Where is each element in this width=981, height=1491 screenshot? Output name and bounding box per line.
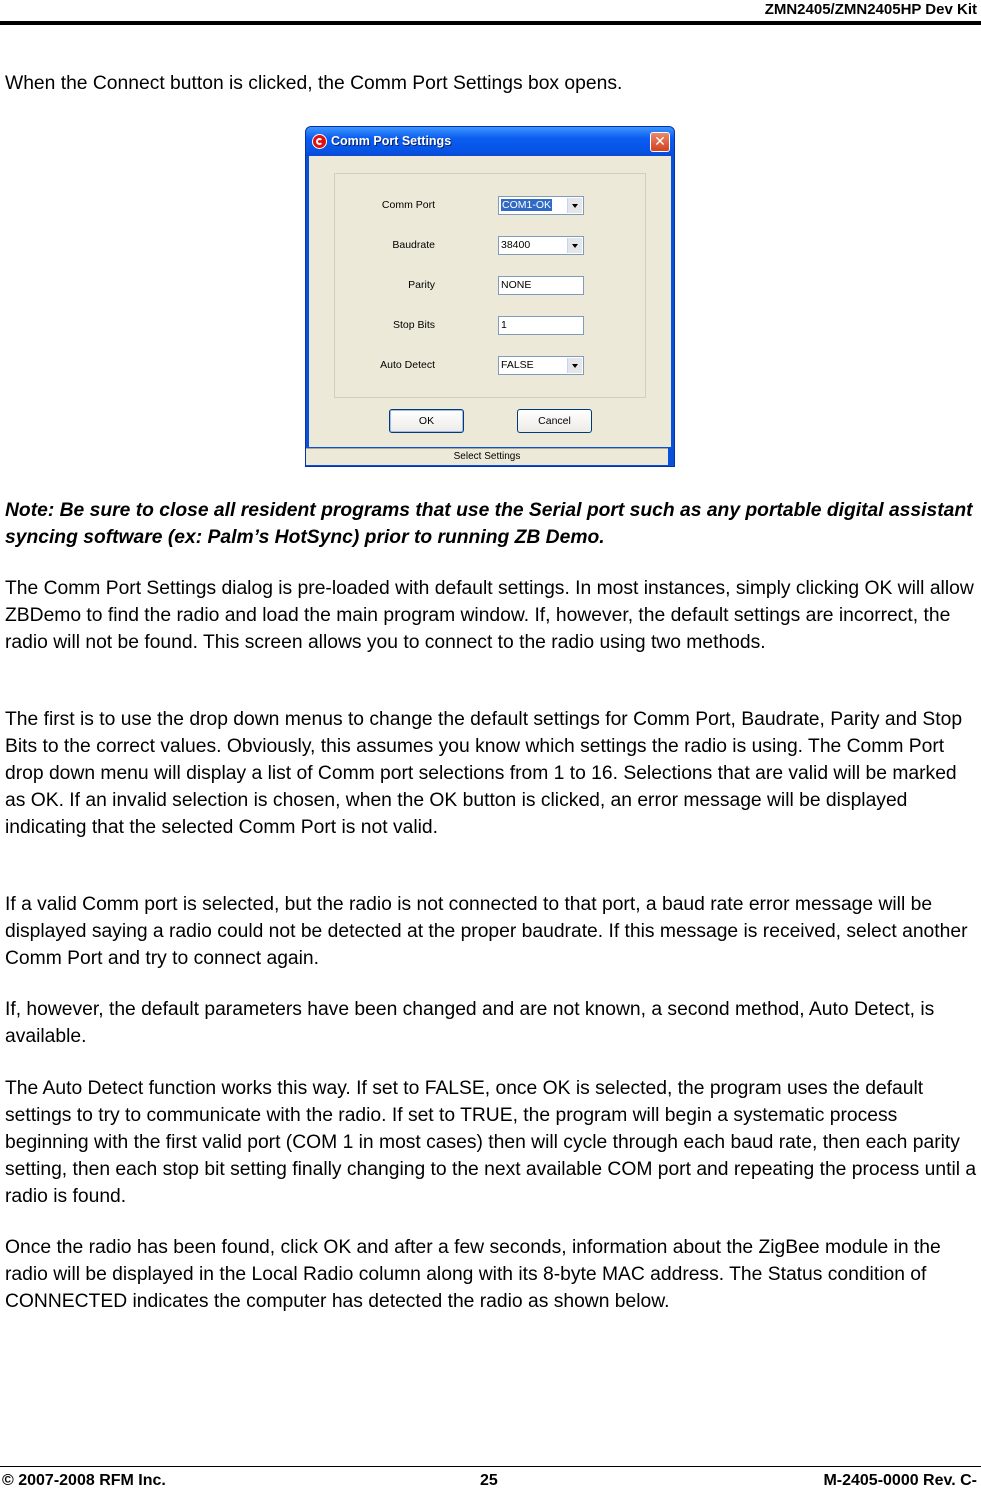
comm-port-label: Comm Port	[381, 199, 435, 211]
ok-button[interactable]: OK	[389, 409, 464, 433]
parity-field[interactable]: NONE	[498, 276, 584, 295]
cancel-button[interactable]: Cancel	[517, 409, 592, 433]
auto-detect-dropdown[interactable]	[498, 356, 584, 375]
body-paragraph: The Comm Port Settings dialog is pre-loaded with default settings. In most instances, simply clicking OK will allow ZBDemo to find the radio and load the main program window. If, however, the default settings are incorrect, the radio will not be found. This screen allows you to connect to the radio using two methods.	[5, 578, 974, 653]
app-icon	[312, 134, 327, 149]
intro-paragraph: When the Connect button is clicked, the Comm Port Settings box opens.	[5, 73, 623, 94]
stop-bits-field[interactable]: 1	[498, 316, 584, 335]
chevron-down-icon[interactable]	[567, 198, 582, 213]
footer-page-number: 25	[480, 1472, 498, 1489]
baudrate-value: 38400	[501, 239, 531, 251]
body-paragraph: The first is to use the drop down menus to change the default settings for Comm Port, Baudrate, Parity and Stop Bits to the correct values. Obviously, this assumes you know which settings the radio is using. The Comm Port drop down menu will display a list of Comm port selections from 1 to 16. Selections that are valid will be marked as OK. If an invalid selection is chosen, when the OK button is clicked, an error message will be displayed indicating that the selected Comm Port is not valid.	[5, 709, 963, 838]
stop-bits-label: Stop Bits	[392, 319, 435, 331]
note-paragraph: Note: Be sure to close all resident programs that use the Serial port such as any portable digital assistant syncing software (ex: Palm’s HotSync) prior to running ZB Demo.	[5, 500, 973, 548]
baudrate-label: Baudrate	[392, 239, 435, 251]
comm-port-dropdown[interactable]	[498, 196, 584, 215]
footer-doc-id: M-2405-0000 Rev. C-	[823, 1472, 977, 1489]
chevron-down-icon[interactable]	[567, 238, 582, 253]
dialog-titlebar[interactable]	[306, 127, 674, 156]
dialog-client-area	[309, 156, 671, 447]
auto-detect-label: Auto Detect	[380, 359, 435, 371]
footer-rule	[0, 1466, 981, 1467]
parity-label: Parity	[408, 279, 435, 291]
body-paragraph: Once the radio has been found, click OK and after a few seconds, information about the ZigBee module in the radio will be displayed in the Local Radio column along with its 8-byte MAC address. The Status condition of CONNECTED indicates the computer has detected the radio as shown below.	[5, 1237, 941, 1312]
settings-groupbox	[334, 173, 646, 398]
header-rule	[0, 21, 981, 25]
auto-detect-value: FALSE	[501, 359, 534, 371]
body-paragraph: The Auto Detect function works this way. If set to FALSE, once OK is selected, the program uses the default settings to try to communicate with the radio. If set to TRUE, the program will begin a systematic process beginning with the first valid port (COM 1 in most cases) then will cycle through each baud rate, then each parity setting, then each stop bit setting finally changing to the next available COM port and repeating the process until a radio is found.	[5, 1078, 977, 1207]
baudrate-dropdown[interactable]	[498, 236, 584, 255]
dialog-statusbar: Select Settings	[306, 448, 668, 465]
comm-port-value: COM1-OK	[502, 199, 552, 211]
body-paragraph: If, however, the default parameters have been changed and are not known, a second method, Auto Detect, is available.	[5, 999, 935, 1047]
comm-port-settings-dialog	[305, 126, 675, 467]
footer-copyright: © 2007-2008 RFM Inc.	[2, 1472, 166, 1489]
page-header-title: ZMN2405/ZMN2405HP Dev Kit	[764, 1, 977, 18]
body-paragraph: If a valid Comm port is selected, but the radio is not connected to that port, a baud rate error message will be displayed saying a radio could not be detected at the proper baudrate. If this message is received, select another Comm Port and try to connect again.	[5, 894, 968, 969]
chevron-down-icon[interactable]	[567, 358, 582, 373]
dialog-title: Comm Port Settings	[331, 134, 452, 148]
close-icon[interactable]: ✕	[650, 132, 670, 152]
